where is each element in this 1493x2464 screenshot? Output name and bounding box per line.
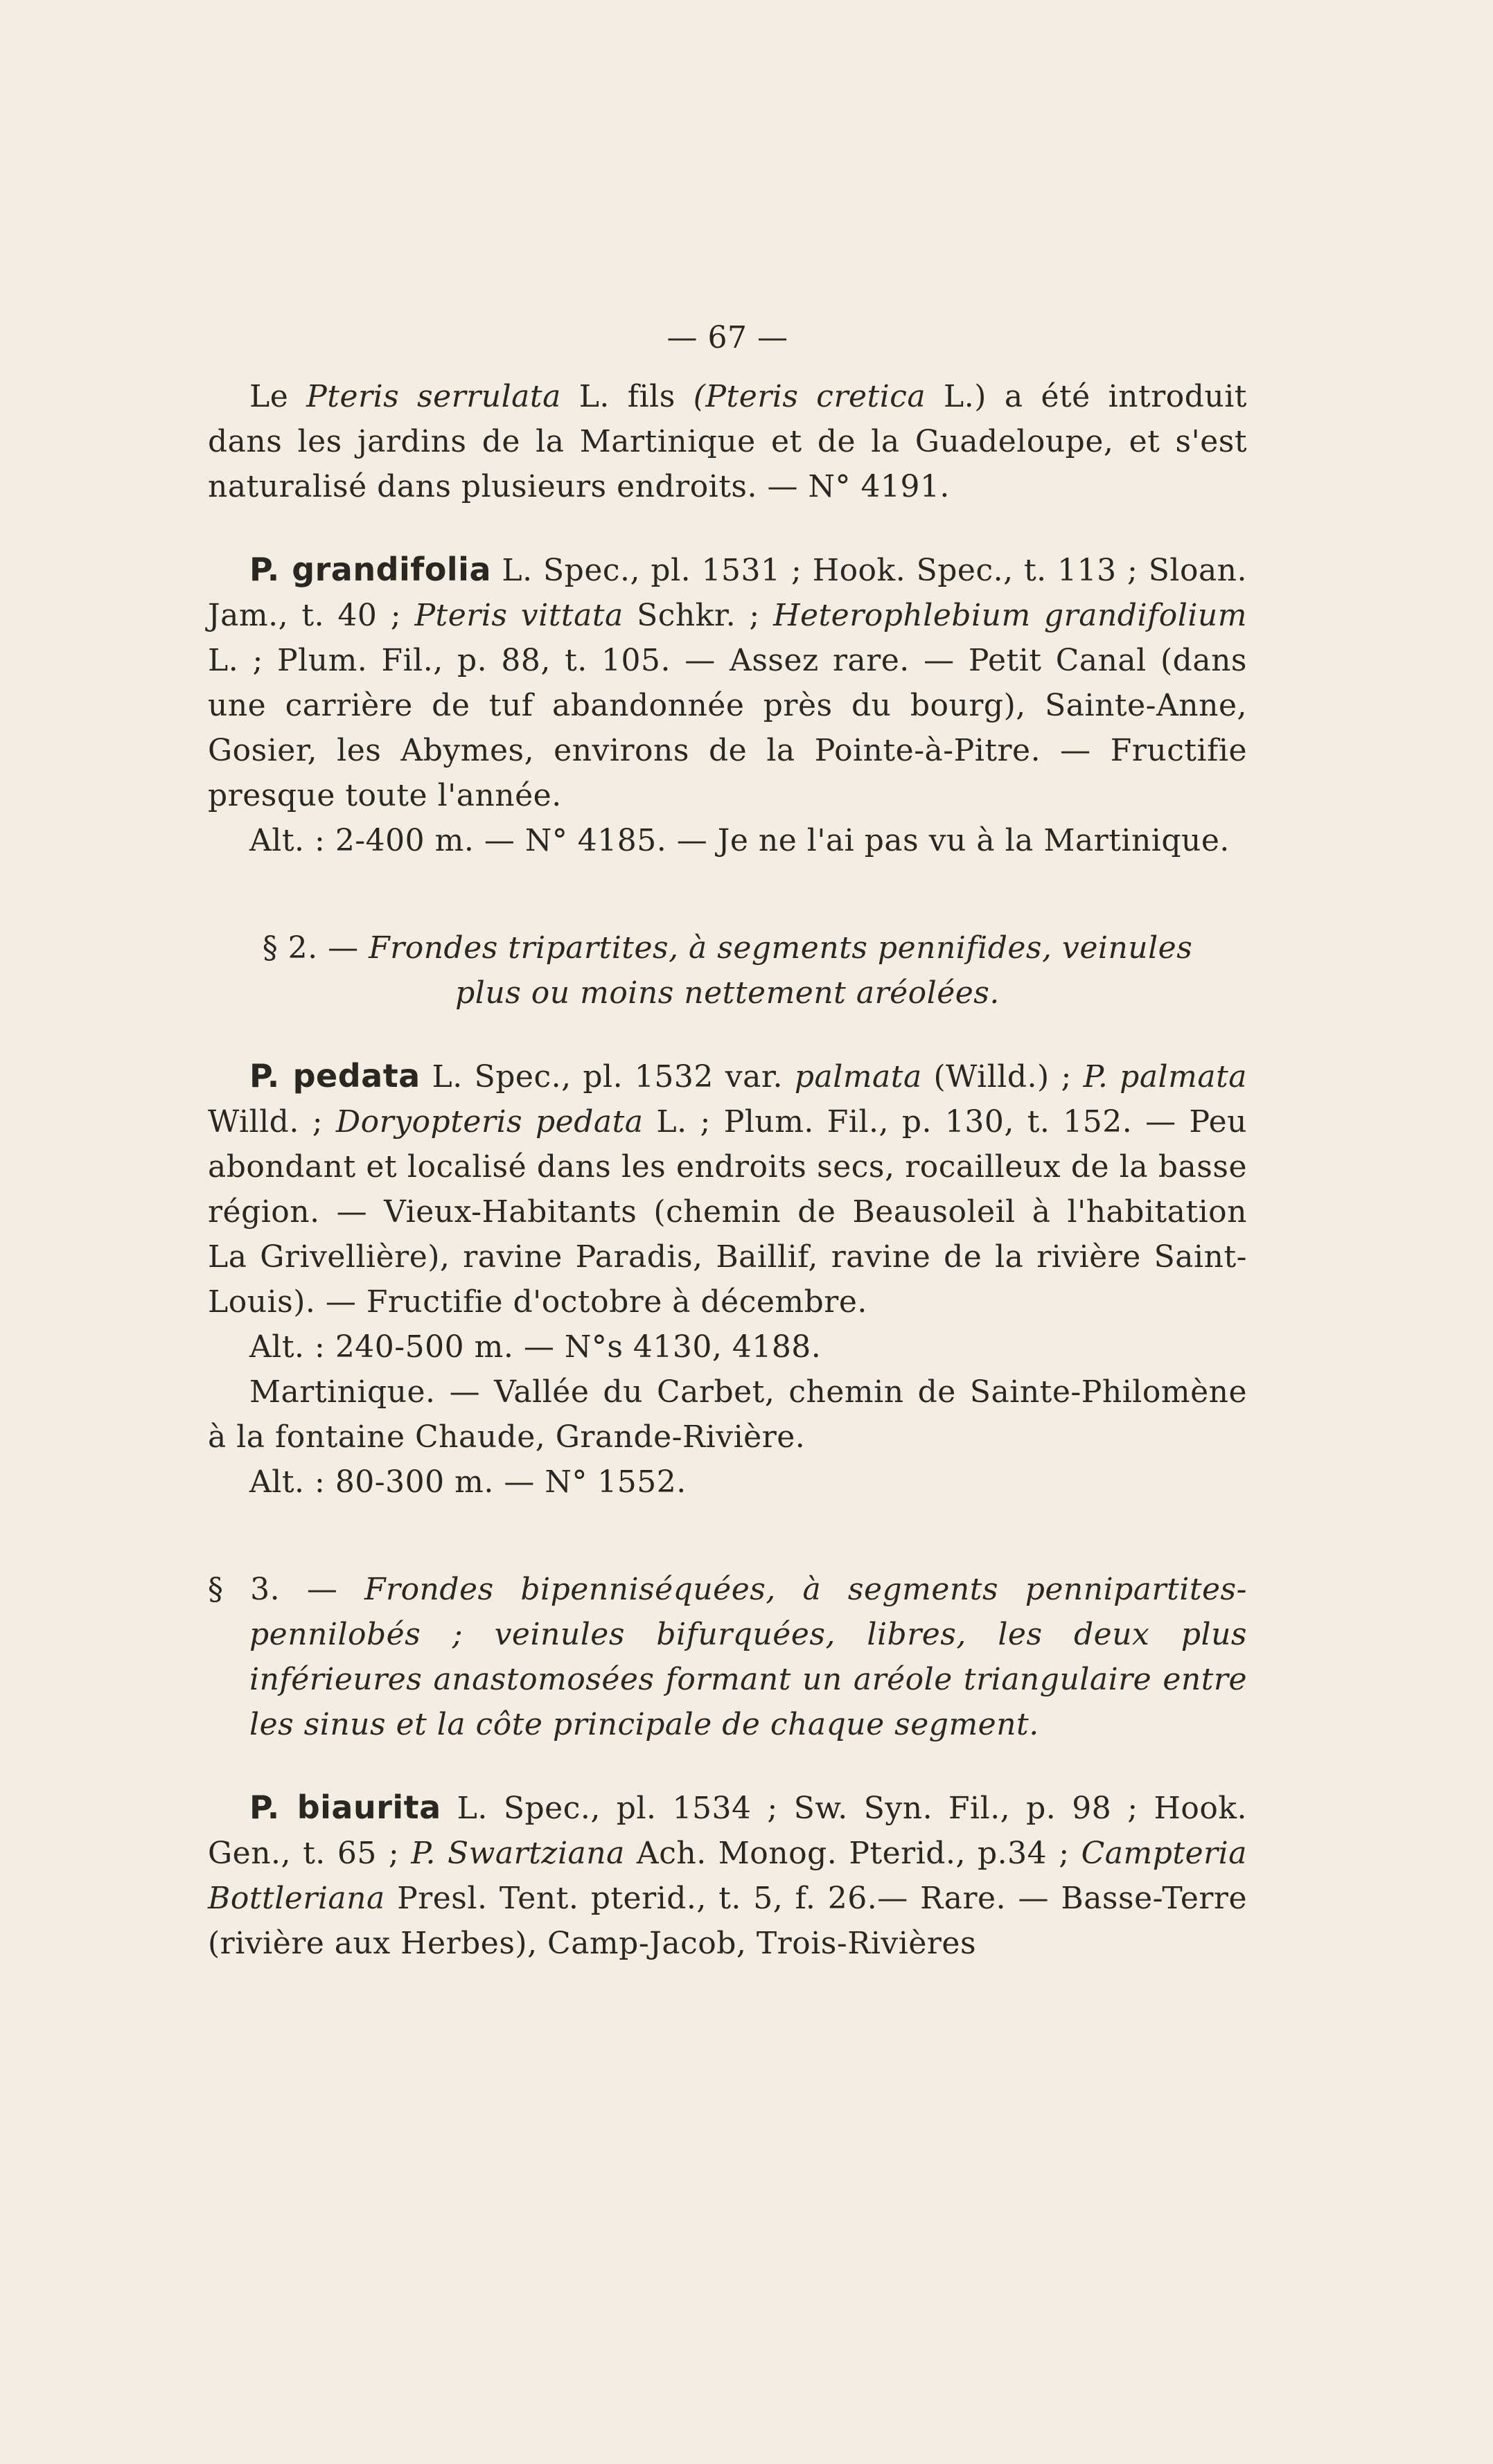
species-heading: P. biaurita: [249, 1789, 441, 1826]
taxon-name: Pteris serrulata: [306, 379, 561, 414]
altitude-pedata: Alt. : 240-500 m. — N°s 4130, 4188.: [249, 1329, 822, 1365]
text: Schkr. ;: [623, 598, 774, 633]
text: L. fils: [560, 379, 694, 414]
section-line-1: [208, 925, 1247, 970]
synonym: Doryopteris pedata: [335, 1104, 644, 1140]
text: (Willd.) ;: [921, 1059, 1084, 1094]
page-number: — 67 —: [666, 320, 788, 355]
paragraph-pteris-serrulata: [208, 374, 1247, 509]
section-heading-3: [208, 1567, 1247, 1747]
text: Presl. Tent. pterid., t. 5, f. 26.— Rare. — Basse-Terre (rivière aux Herbes), Camp-Jacob, Trois-Rivières: [208, 1881, 1247, 1961]
text: L. Spec., pl. 1531 ; Hook. Spec., t. 113 ; Sloan. Jam., t. 40 ;: [208, 553, 1247, 633]
synonym: Heterophlebium grandifolium: [773, 598, 1247, 633]
entry-grandifolia: [208, 547, 1247, 818]
altitude-pedata-martinique: Alt. : 80-300 m. — N° 1552.: [249, 1464, 687, 1500]
section-number: § 2. —: [262, 930, 369, 966]
entry-pedata: [208, 1054, 1247, 1324]
entry-biaurita: [208, 1785, 1247, 1966]
section-line-2: [208, 970, 1247, 1016]
synonym: P. palmata: [1083, 1059, 1247, 1094]
section-title-cont: plus ou moins nettement aréolées.: [455, 975, 1000, 1011]
text: L. ; Plum. Fil., p. 130, t. 152. — Peu abondant et localisé dans les endroits secs, rocailleux de la basse région. — Vieux-Habitants (chemin de Beausoleil à l'habitation La Grivellière), ravine Paradis, Baillif, ravine de la rivière Saint-Louis). — Fructifie d'octobre à décembre.: [208, 1104, 1247, 1320]
martinique-pedata: Martinique. — Vallée du Carbet, chemin de Sainte-Philomène à la fontaine Chaude, Grande-Rivière.: [208, 1374, 1247, 1455]
species-heading: P. grandifolia: [249, 551, 491, 588]
section-title: Frondes bipenniséquées, à segments pennipartites-pennilobés ; veinules bifurquées, libres, les deux plus inférieures anastomosées formant un aréole triangulaire entre les sinus et la côte principale de chaque segment.: [249, 1572, 1247, 1742]
synonym: Campteria Bottleriana: [208, 1836, 1247, 1916]
species-heading: P. pedata: [249, 1057, 421, 1094]
synonym: Pteris vittata: [414, 598, 624, 633]
text: Ach. Monog. Pterid., p.34 ;: [624, 1836, 1081, 1871]
text: L.) a été introduit dans les jardins de la Martinique et de la Guadeloupe, et s'est naturalisé dans plusieurs endroits. — N° 4191.: [208, 379, 1247, 504]
section-title: Frondes tripartites, à segments pennifides, veinules: [369, 930, 1193, 966]
synonym: palmata: [794, 1059, 922, 1094]
text: Le: [249, 379, 307, 414]
text: L. Spec., pl. 1532 var.: [420, 1059, 795, 1094]
altitude-grandifolia: Alt. : 2-400 m. — N° 4185. — Je ne l'ai pas vu à la Martinique.: [249, 823, 1230, 858]
text: L. ; Plum. Fil., p. 88, t. 105. — Assez rare. — Petit Canal (dans une carrière de tuf abandonnée près du bourg), Sainte-Anne, Gosier, les Abymes, environs de la Pointe-à-Pitre. — Fructifie presque toute l'année.: [208, 643, 1247, 813]
page-body: [208, 315, 1247, 1966]
text: Willd. ;: [208, 1104, 336, 1140]
synonym: P. Swartziana: [411, 1836, 625, 1871]
section-heading-2: [208, 925, 1247, 1016]
section-number: § 3. —: [208, 1572, 364, 1607]
text: L. Spec., pl. 1534 ; Sw. Syn. Fil., p. 98 ; Hook. Gen., t. 65 ;: [208, 1791, 1247, 1871]
taxon-name: (Pteris cretica: [693, 379, 926, 414]
